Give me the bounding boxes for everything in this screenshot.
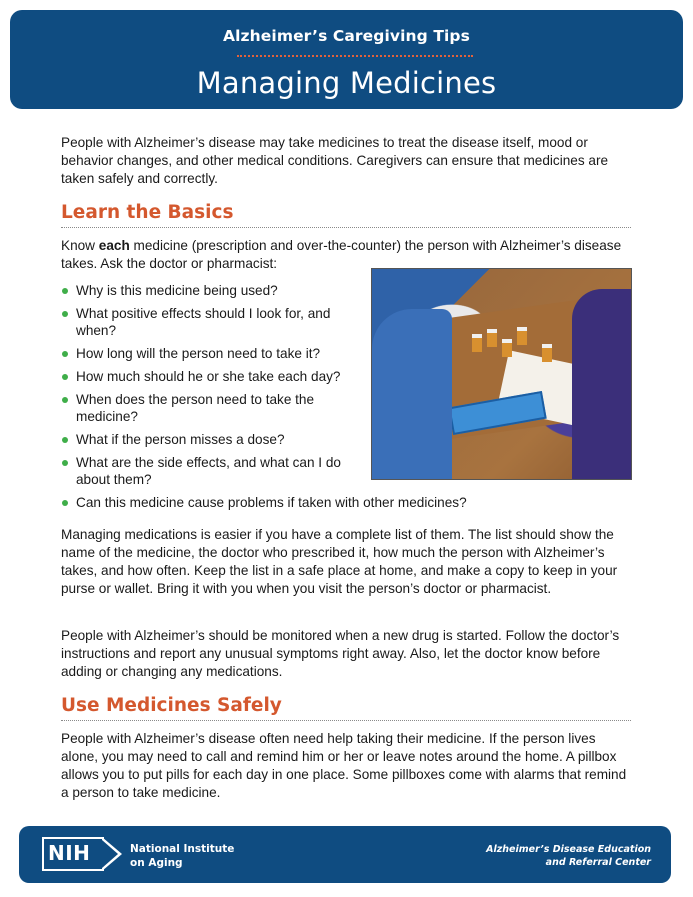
nia-line1: National Institute [130,843,235,855]
list-item: Can this medicine cause problems if taken with other medicines? [61,494,601,511]
list-item: How long will the person need to take it? [61,345,361,362]
series-title: Alzheimer’s Caregiving Tips [223,27,470,45]
nih-logo-text: NIH [48,841,91,865]
list-item: When does the person need to take the medicine? [61,391,361,425]
nih-logo [42,837,124,871]
header-banner [10,10,683,109]
page-title: Managing Medicines [196,66,497,100]
list-item: What if the person misses a dose? [61,431,361,448]
know-text-bold: each [98,238,130,253]
monitoring-paragraph: People with Alzheimer’s should be monitored when a new drug is started. Follow the doctor’s instructions and report any unusual symptoms right away. Also, let the doctor know before adding or changing any medications. [61,628,620,679]
safety-paragraph: People with Alzheimer’s disease often need help taking their medicine. If the person lives alone, you may need to call and remind him or her or leave notes around the home. A pillbox allows you to put pills for each day in one place. Some pillboxes come with alarms that remind a person to take medicine. [61,731,627,800]
footer-banner [19,826,671,883]
adear-line1: Alzheimer’s Disease Education [486,844,651,855]
nih-logo-arrow-inner [102,840,118,868]
list-item: What are the side effects, and what can I do about them? [61,454,366,488]
adear-name [486,843,651,869]
know-text-after: medicine (prescription and over-the-counter) the person with Alzheimer’s disease takes. Ask the doctor or pharmacist: [61,238,622,271]
section-heading-use-safely: Use Medicines Safely [61,695,631,721]
medication-list-paragraph: Managing medications is easier if you have a complete list of them. The list should show the name of the medicine, the doctor who prescribed it, how much the person with Alzheimer’s takes, and how often. Keep the list in a safe place at home, and make a copy to keep in your purse or wallet. Bring it with you when you visit the person’s doctor or pharmacist. [61,527,618,596]
dotted-divider [237,55,473,57]
question-list [61,282,601,517]
list-item: How much should he or she take each day? [61,368,366,385]
list-item: Why is this medicine being used? [61,282,361,299]
know-text-before: Know [61,238,99,253]
nia-name [130,842,234,870]
section-heading-learn-basics: Learn the Basics [61,202,631,228]
intro-paragraph: People with Alzheimer’s disease may take medicines to treat the disease itself, mood or behavior changes, and other medical conditions. Caregivers can ensure that medicines are taken safely and correctly. [61,135,609,186]
list-item: What positive effects should I look for, and when? [61,305,361,339]
adear-line2: and Referral Center [545,857,651,868]
nia-line2: on Aging [130,857,183,869]
